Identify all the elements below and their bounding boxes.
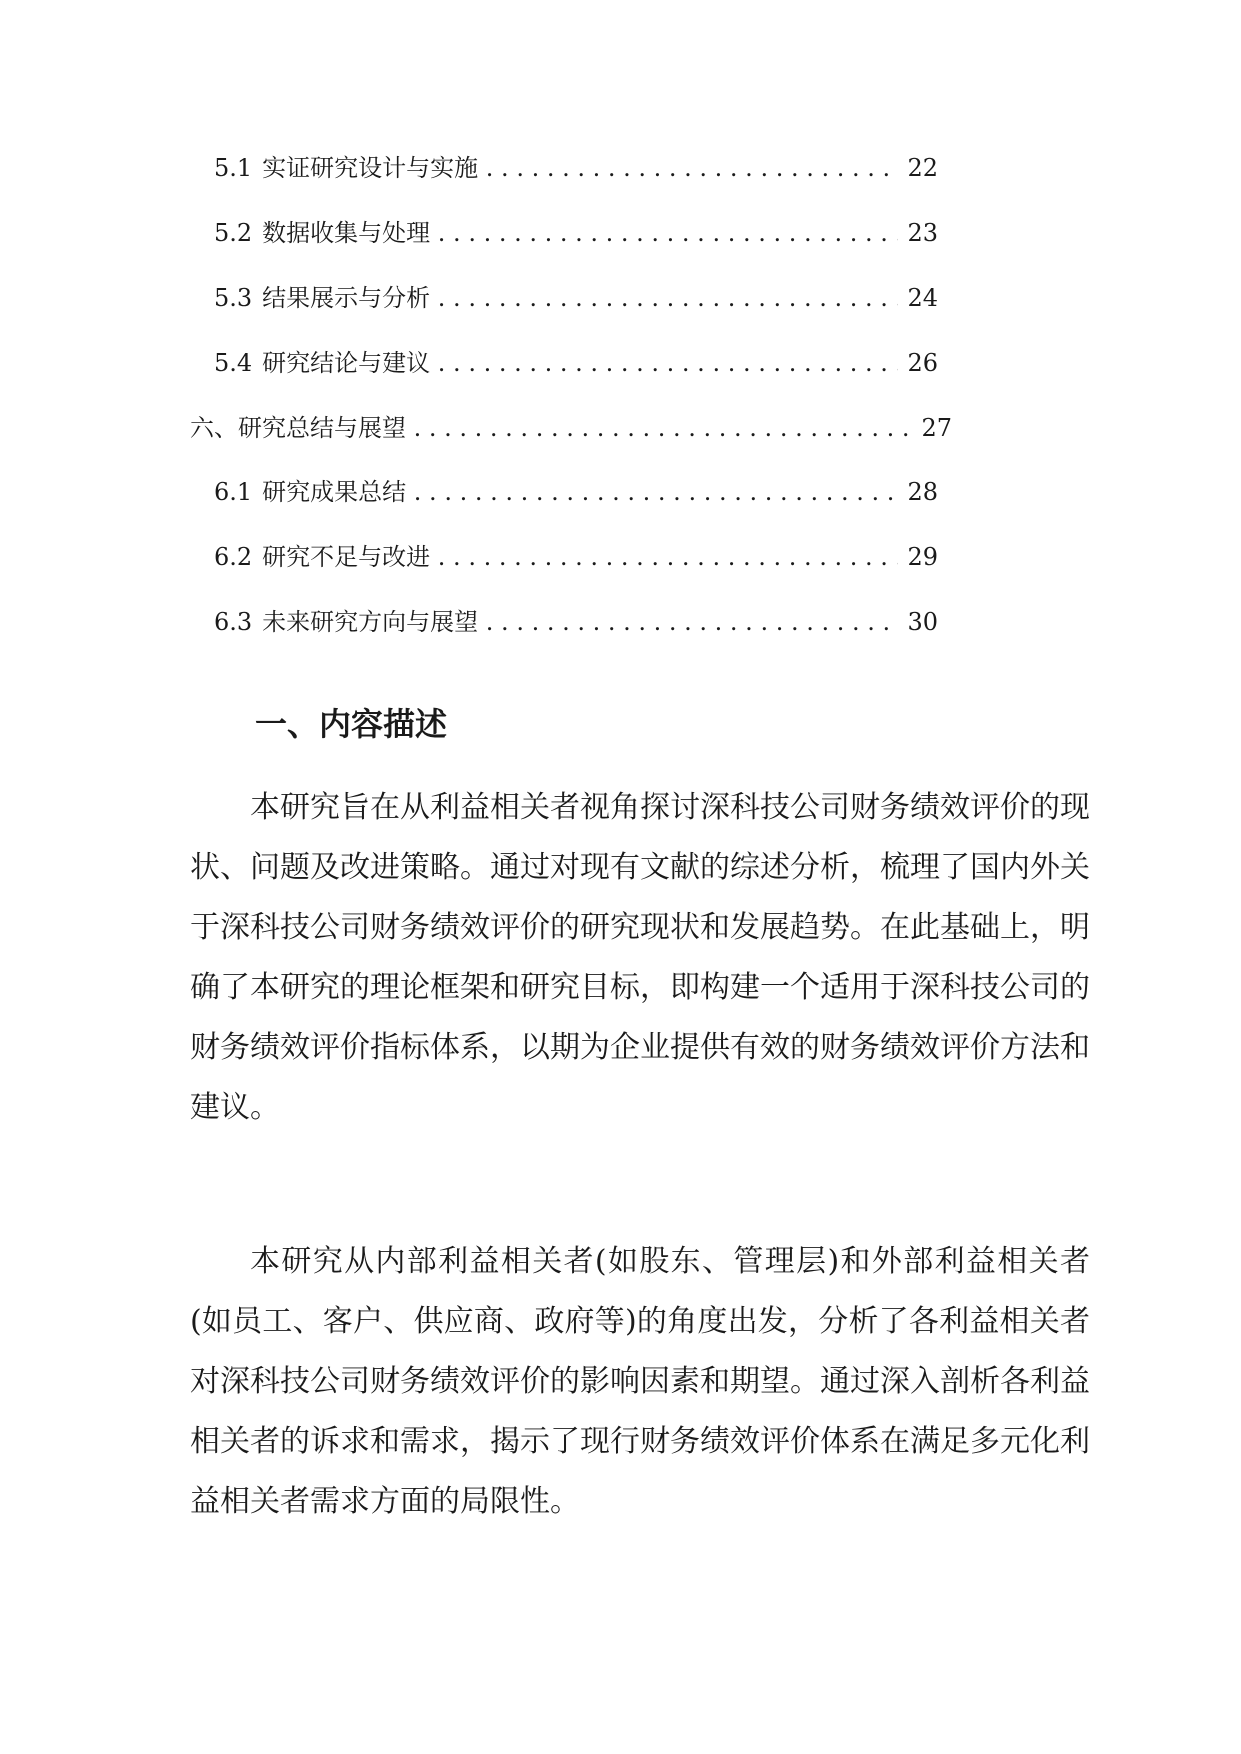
toc-entry-page: 24 (900, 278, 938, 318)
toc-entry-title: 实证研究设计与实施 (262, 154, 479, 182)
toc-entry-title: 数据收集与处理 (262, 219, 431, 247)
toc-entry-leader (214, 213, 898, 253)
toc-entry-5-2[interactable] (214, 213, 938, 253)
body-paragraph: 本研究旨在从利益相关者视角探讨深科技公司财务绩效评价的现状、问题及改进策略。通过对现有文献的综述分析，梳理了国内外关于深科技公司财务绩效评价的研究现状和发展趋势。在此基础上，明确了本研究的理论框架和研究目标，即构建一个适用于深科技公司的财务绩效评价指标体系，以期为企业提供有效的财务绩效评价方法和建议。 (190, 790, 1090, 1125)
toc-entry-number: 5.1 (214, 154, 253, 182)
toc-entry-title: 结果展示与分析 (262, 284, 431, 312)
toc-entry-page: 28 (900, 472, 938, 512)
toc-entry-number: 6.3 (214, 608, 253, 636)
toc-entry-number: 6.2 (214, 543, 253, 571)
toc-entry-page: 29 (900, 537, 938, 577)
toc-entry-title: 研究结论与建议 (262, 349, 431, 377)
toc-entry-number: 5.3 (214, 284, 253, 312)
toc-entry-6-1[interactable] (214, 472, 938, 512)
toc-entry-leader (190, 408, 912, 448)
section-heading: 一、内容描述 (255, 705, 448, 743)
toc-entry-page: 22 (900, 148, 938, 188)
toc-entry-page: 27 (914, 408, 952, 448)
toc-entry-5-4[interactable] (214, 343, 938, 383)
toc-entry-leader (214, 602, 898, 642)
body-paragraph: 本研究从内部利益相关者(如股东、管理层)和外部利益相关者(如员工、客户、供应商、政府等)的角度出发，分析了各利益相关者对深科技公司财务绩效评价的影响因素和期望。通过深入剖析各利益相关者的诉求和需求，揭示了现行财务绩效评价体系在满足多元化利益相关者需求方面的局限性。 (190, 1244, 1090, 1519)
toc-entry-title: 研究不足与改进 (262, 543, 431, 571)
toc-entry-number: 5.2 (214, 219, 253, 247)
toc-entry-5-3[interactable] (214, 278, 938, 318)
toc-entry-page: 26 (900, 343, 938, 383)
toc-entry-5-1[interactable] (214, 148, 938, 188)
toc-entry-6-3[interactable] (214, 602, 938, 642)
toc-entry-leader (214, 148, 898, 188)
toc-entry-title: 六、研究总结与展望 (190, 414, 406, 442)
toc-entry-page: 23 (900, 213, 938, 253)
toc-entry-title: 研究成果总结 (262, 478, 407, 506)
toc-entry-leader (214, 343, 898, 383)
toc-entry-chapter-6[interactable] (190, 408, 952, 448)
toc-entry-title: 未来研究方向与展望 (262, 608, 479, 636)
toc-entry-leader (214, 278, 898, 318)
toc-entry-number: 6.1 (214, 478, 253, 506)
toc-entry-leader (214, 537, 898, 577)
toc-entry-page: 30 (900, 602, 938, 642)
toc-entry-number: 5.4 (214, 349, 253, 377)
toc-entry-6-2[interactable] (214, 537, 938, 577)
toc-entry-leader (214, 472, 898, 512)
